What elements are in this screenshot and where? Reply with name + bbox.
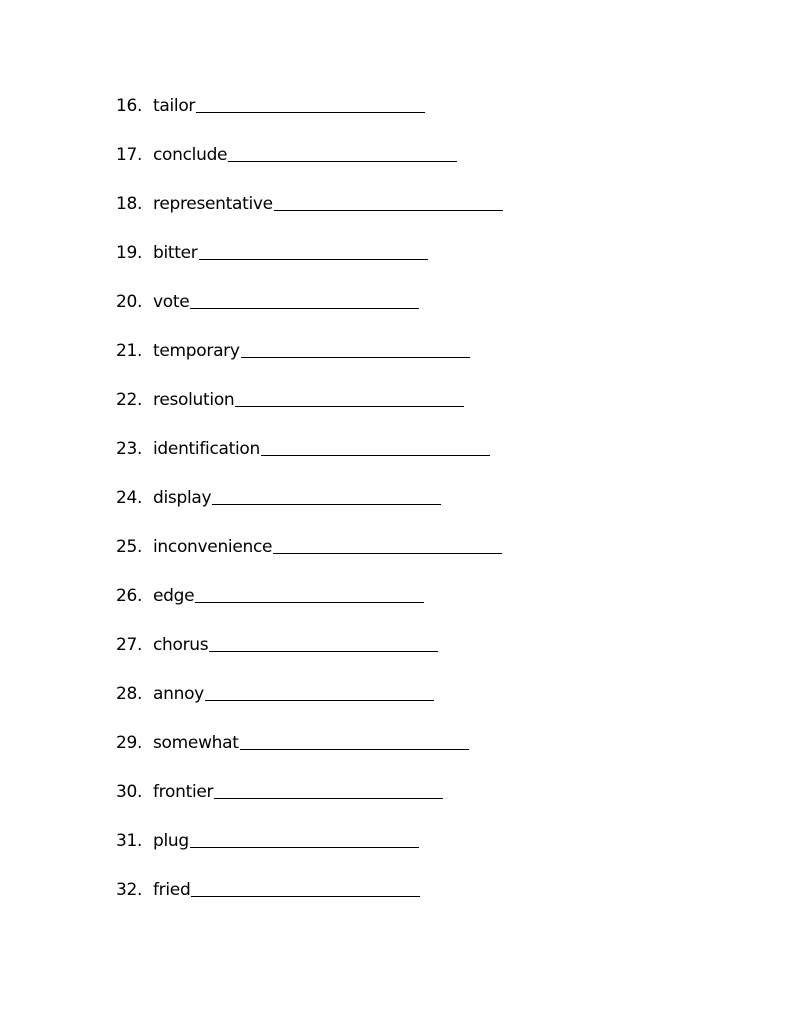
answer-blank[interactable] bbox=[241, 356, 470, 358]
item-word: plug bbox=[153, 831, 189, 851]
item-word: conclude bbox=[153, 145, 228, 165]
item-number: 18. bbox=[116, 194, 143, 214]
item-number: 29. bbox=[116, 733, 143, 753]
item-word: resolution bbox=[153, 390, 235, 410]
worksheet-item bbox=[116, 390, 736, 439]
answer-blank[interactable] bbox=[196, 111, 425, 113]
item-number: 28. bbox=[116, 684, 143, 704]
item-word: identification bbox=[153, 439, 260, 459]
answer-blank[interactable] bbox=[191, 895, 420, 897]
item-word: somewhat bbox=[153, 733, 239, 753]
item-number: 25. bbox=[116, 537, 143, 557]
answer-blank[interactable] bbox=[212, 503, 441, 505]
worksheet-item bbox=[116, 96, 736, 145]
item-number: 31. bbox=[116, 831, 143, 851]
worksheet-item bbox=[116, 537, 736, 586]
answer-blank[interactable] bbox=[274, 209, 503, 211]
worksheet-item bbox=[116, 243, 736, 292]
worksheet-item bbox=[116, 684, 736, 733]
worksheet-item bbox=[116, 635, 736, 684]
answer-blank[interactable] bbox=[209, 650, 438, 652]
item-word: fried bbox=[153, 880, 191, 900]
answer-blank[interactable] bbox=[205, 699, 434, 701]
item-number: 22. bbox=[116, 390, 143, 410]
answer-blank[interactable] bbox=[214, 797, 443, 799]
item-number: 17. bbox=[116, 145, 143, 165]
item-word: temporary bbox=[153, 341, 240, 361]
item-number: 19. bbox=[116, 243, 143, 263]
item-number: 32. bbox=[116, 880, 143, 900]
item-word: tailor bbox=[153, 96, 196, 116]
item-word: chorus bbox=[153, 635, 209, 655]
worksheet-item bbox=[116, 488, 736, 537]
answer-blank[interactable] bbox=[190, 307, 419, 309]
item-number: 23. bbox=[116, 439, 143, 459]
worksheet-item bbox=[116, 831, 736, 880]
item-word: inconvenience bbox=[153, 537, 273, 557]
item-number: 20. bbox=[116, 292, 143, 312]
answer-blank[interactable] bbox=[273, 552, 502, 554]
item-number: 24. bbox=[116, 488, 143, 508]
answer-blank[interactable] bbox=[235, 405, 464, 407]
worksheet-item bbox=[116, 439, 736, 488]
worksheet-item bbox=[116, 145, 736, 194]
worksheet-item bbox=[116, 292, 736, 341]
answer-blank[interactable] bbox=[199, 258, 428, 260]
worksheet-item bbox=[116, 782, 736, 831]
item-number: 30. bbox=[116, 782, 143, 802]
item-word: annoy bbox=[153, 684, 204, 704]
item-number: 21. bbox=[116, 341, 143, 361]
item-word: representative bbox=[153, 194, 273, 214]
answer-blank[interactable] bbox=[195, 601, 424, 603]
item-word: edge bbox=[153, 586, 195, 606]
answer-blank[interactable] bbox=[240, 748, 469, 750]
worksheet-item bbox=[116, 733, 736, 782]
vocabulary-worksheet bbox=[116, 96, 736, 929]
item-word: bitter bbox=[153, 243, 198, 263]
worksheet-item bbox=[116, 586, 736, 635]
item-number: 26. bbox=[116, 586, 143, 606]
item-number: 16. bbox=[116, 96, 143, 116]
answer-blank[interactable] bbox=[228, 160, 457, 162]
item-word: vote bbox=[153, 292, 190, 312]
answer-blank[interactable] bbox=[261, 454, 490, 456]
worksheet-item bbox=[116, 341, 736, 390]
item-word: frontier bbox=[153, 782, 214, 802]
worksheet-item bbox=[116, 880, 736, 929]
worksheet-item bbox=[116, 194, 736, 243]
answer-blank[interactable] bbox=[190, 846, 419, 848]
item-number: 27. bbox=[116, 635, 143, 655]
item-word: display bbox=[153, 488, 212, 508]
